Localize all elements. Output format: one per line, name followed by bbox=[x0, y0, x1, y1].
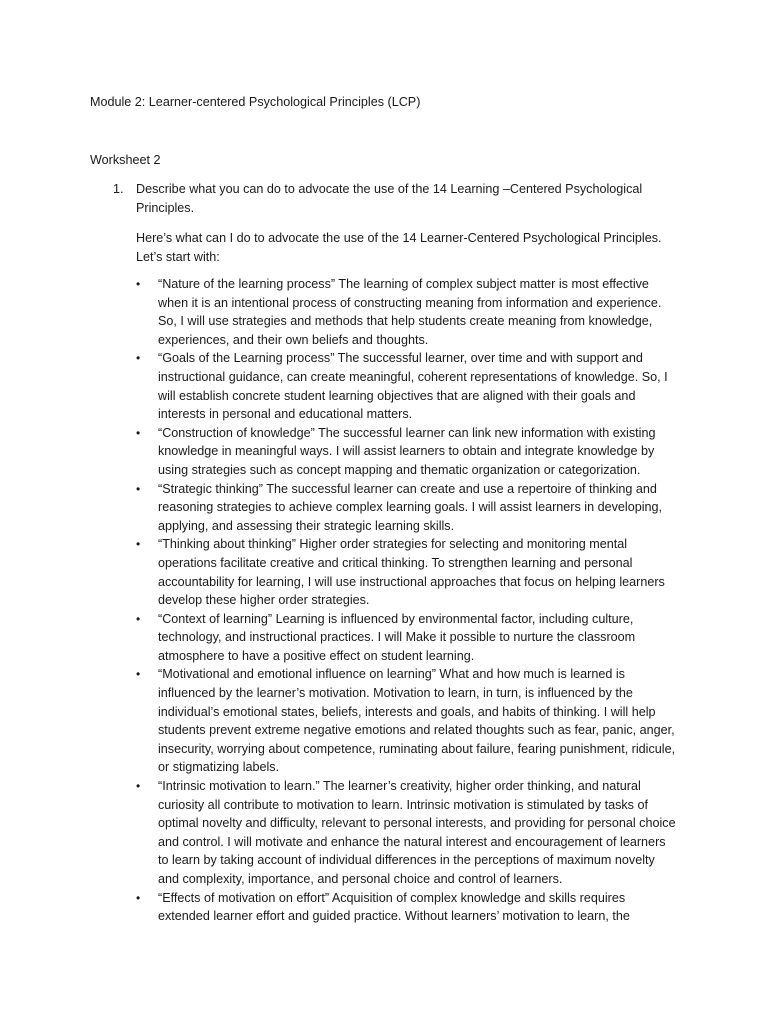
module-title: Module 2: Learner-centered Psychological Principles (LCP) bbox=[90, 95, 421, 109]
list-item-text: “Goals of the Learning process” The successful learner, over time and with support and instructional guidance, can create meaningful, coherent representations of knowledge. So, I will establish concrete student learning objectives that are aligned with their goals and interests in personal and educational matters. bbox=[158, 351, 668, 422]
list-item bbox=[136, 275, 676, 349]
intro-paragraph: Here’s what can I do to advocate the use of the 14 Learner-Centered Psychological Principles. Let’s start with: bbox=[136, 231, 662, 264]
question-number: 1. bbox=[113, 182, 124, 196]
list-item-text: “Motivational and emotional influence on learning” What and how much is learned is influenced by the learner’s motivation. Motivation to learn, in turn, is influenced by the individual’s emotional states, beliefs, interests and goals, and habits of thinking. I will help students prevent extreme negative emotions and related thoughts such as fear, panic, anger, insecurity, worrying about competence, ruminating about failure, fearing punishment, ridicule, or stigmatizing labels. bbox=[158, 667, 676, 775]
list-item-text: “Effects of motivation on effort” Acquisition of complex knowledge and skills requires extended learner effort and guided practice. Without learners’ motivation to learn, the bbox=[158, 890, 630, 924]
list-item bbox=[136, 889, 676, 926]
list-item-text: “Thinking about thinking” Higher order strategies for selecting and monitoring mental operations facilitate creative and critical thinking. To strengthen learning and personal accountability for learning, I will use instructional approaches that focus on helping learners develop these higher order strategies. bbox=[158, 537, 665, 608]
bullet-icon: • bbox=[136, 481, 141, 496]
worksheet-title: Worksheet 2 bbox=[90, 153, 161, 167]
bullet-icon: • bbox=[136, 779, 141, 794]
list-item-text: “Construction of knowledge” The successful learner can link new information with existing knowledge in meaningful ways. I will assist learners to obtain and integrate knowledge by using strategies such as concept mapping and thematic organization or categorization. bbox=[158, 425, 656, 477]
bullet-icon: • bbox=[136, 277, 141, 291]
bullet-icon: • bbox=[136, 537, 141, 552]
bullet-icon: • bbox=[136, 425, 141, 440]
list-item bbox=[136, 480, 676, 536]
bullet-icon: • bbox=[136, 351, 141, 366]
bullet-icon: • bbox=[136, 890, 141, 905]
list-item bbox=[136, 665, 676, 777]
list-item bbox=[136, 610, 676, 666]
principles-list bbox=[136, 275, 676, 926]
list-item-text: “Nature of the learning process” The learning of complex subject matter is most effective when it is an intentional process of constructing meaning from information and experience. So, I will use strategies and methods that help students create meaning from knowledge, experiences, and their own beliefs and thoughts. bbox=[158, 277, 662, 347]
question-text: Describe what you can do to advocate the use of the 14 Learning –Centered Psychological Principles. bbox=[136, 182, 643, 215]
list-item-text: “Context of learning” Learning is influenced by environmental factor, including culture, technology, and instructional practices. I will Make it possible to nurture the classroom atmosphere to have a positive effect on student learning. bbox=[158, 611, 636, 663]
bullet-icon: • bbox=[136, 667, 141, 682]
list-item bbox=[136, 424, 676, 480]
list-item-text: “Intrinsic motivation to learn.” The learner’s creativity, higher order thinking, and natural curiosity all contribute to motivation to learn. Intrinsic motivation is stimulated by tasks of optimal novelty and difficulty, relevant to personal interests, and providing for personal choice and control. I will motivate and enhance the natural interest and encouragement of learners to learn by taking account of individual differences in the perceptions of maximum novelty and complexity, importance, and personal choice and control of learners. bbox=[158, 779, 676, 886]
question-1 bbox=[113, 180, 673, 217]
bullet-icon: • bbox=[136, 611, 141, 626]
list-item-text: “Strategic thinking” The successful learner can create and use a repertoire of thinking and reasoning strategies to achieve complex learning goals. I will assist learners in developing, applying, and assessing their strategic learning skills. bbox=[158, 481, 663, 533]
list-item bbox=[136, 777, 676, 889]
list-item bbox=[136, 535, 676, 609]
list-item bbox=[136, 349, 676, 423]
